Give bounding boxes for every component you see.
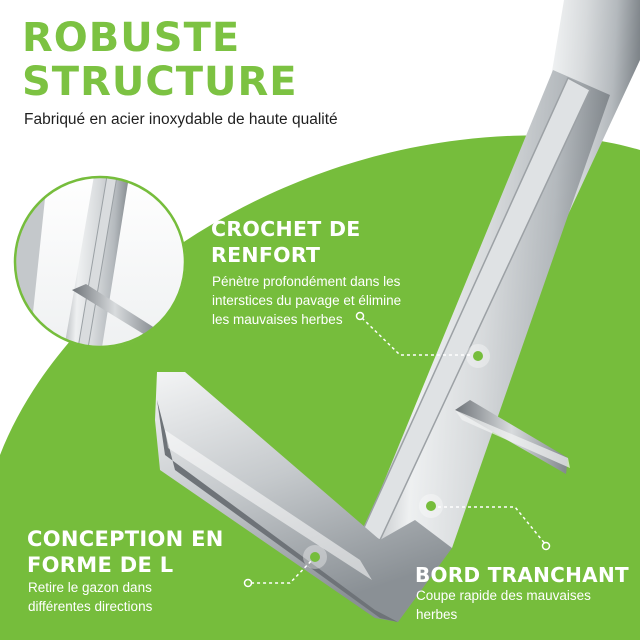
crochet-body-line-1: Pénètre profondément dans les — [212, 274, 401, 289]
conception-title-line-1: CONCEPTION EN — [27, 527, 224, 551]
headline-line-1: ROBUSTE — [22, 15, 241, 61]
conception-body-line-1: Retire le gazon dans — [28, 580, 152, 595]
crochet-description — [212, 272, 452, 329]
conception-title — [27, 526, 224, 578]
crochet-title — [211, 216, 361, 268]
conception-title-line-2: FORME DE L — [27, 553, 174, 577]
hotspot-dot-icon — [303, 545, 327, 569]
conception-description — [28, 578, 152, 616]
headline-line-2: STRUCTURE — [22, 59, 298, 105]
bord-body-line-2: herbes — [416, 607, 458, 622]
crochet-title-line-1: CROCHET DE — [211, 217, 361, 241]
headline — [22, 16, 298, 104]
subtitle: Fabriqué en acier inoxydable de haute qualité — [24, 111, 338, 128]
bord-body-line-1: Coupe rapide des mauvaises — [416, 588, 591, 603]
crochet-body-line-2: interstices du pavage et élimine — [212, 293, 402, 308]
bord-title: BORD TRANCHANT — [415, 563, 629, 587]
crochet-body-line-3: les mauvaises herbes — [212, 312, 343, 327]
conception-body-line-2: différentes directions — [28, 599, 153, 614]
bord-description — [416, 586, 591, 624]
hotspot-dot-icon — [466, 344, 490, 368]
hotspot-dot-icon — [419, 494, 443, 518]
crochet-title-line-2: RENFORT — [211, 243, 321, 267]
